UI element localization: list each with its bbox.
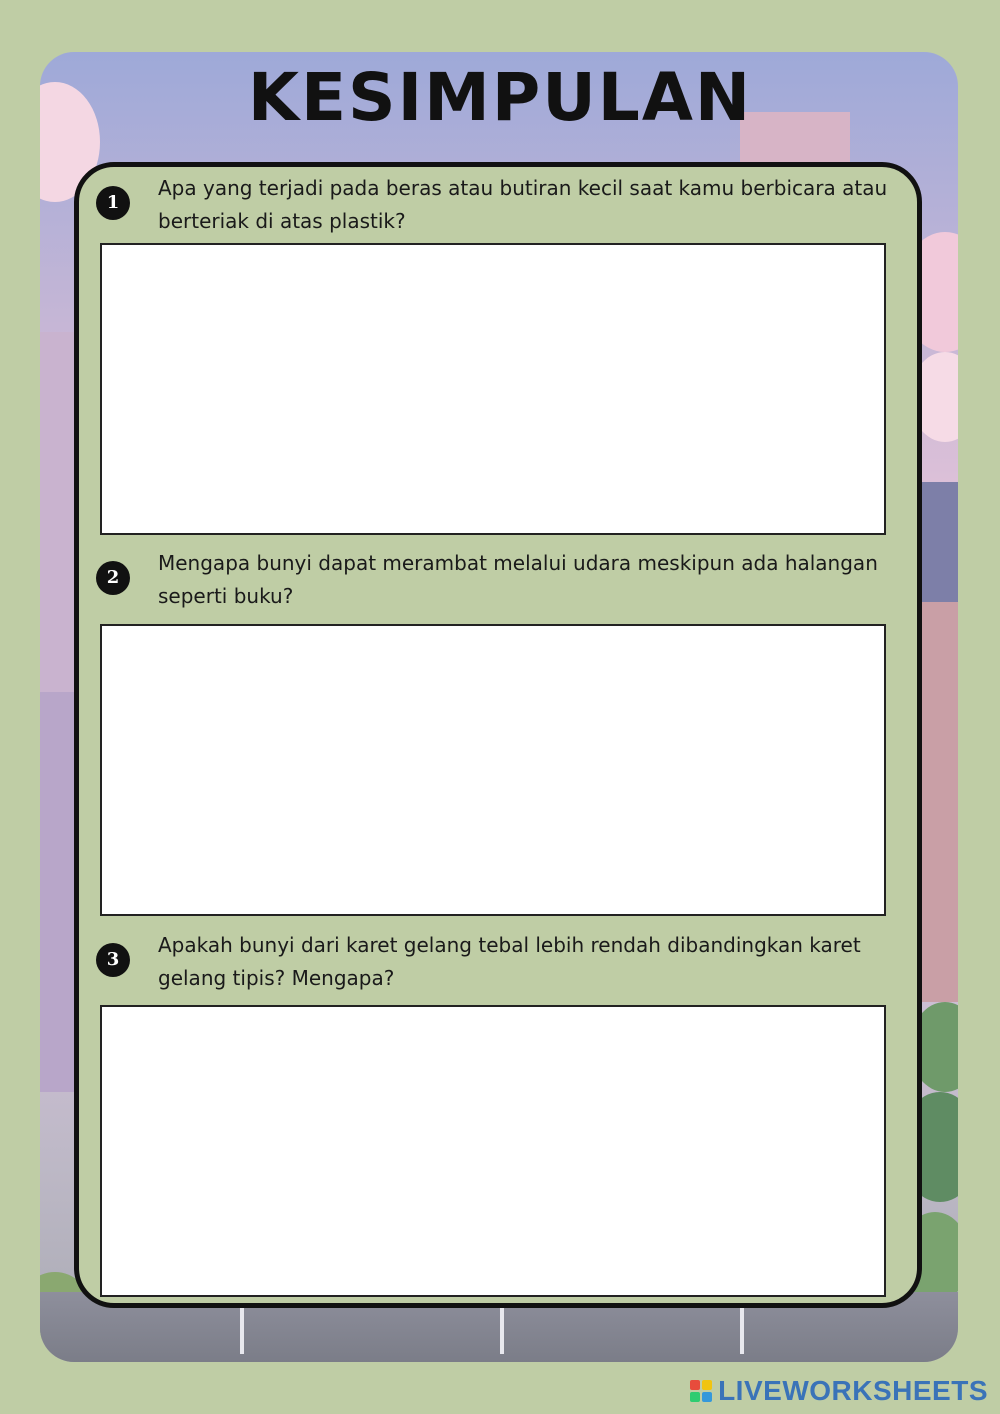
liveworksheets-brand: LIVEWORKSHEETS [718,1375,988,1406]
question-text-2: Mengapa bunyi dapat merambat melalui udara meskipun ada halangan seperti buku? [158,551,878,608]
page-title: KESIMPULAN [247,59,753,136]
liveworksheets-logo-icon [690,1380,712,1402]
question-number-3: 3 [98,945,128,975]
question-text-3: Apakah bunyi dari karet gelang tebal lebih rendah dibandingkan karet gelang tipis? Mengapa? [158,933,861,990]
liveworksheets-logo [690,1376,988,1406]
answer-box-1[interactable] [100,243,886,535]
answer-box-2[interactable] [100,624,886,916]
question-number-2: 2 [98,563,128,593]
question-number-1: 1 [98,188,128,218]
question-text-1: Apa yang terjadi pada beras atau butiran kecil saat kamu berbicara atau berteriak di atas plastik? [158,176,888,233]
answer-box-3[interactable] [100,1005,886,1297]
